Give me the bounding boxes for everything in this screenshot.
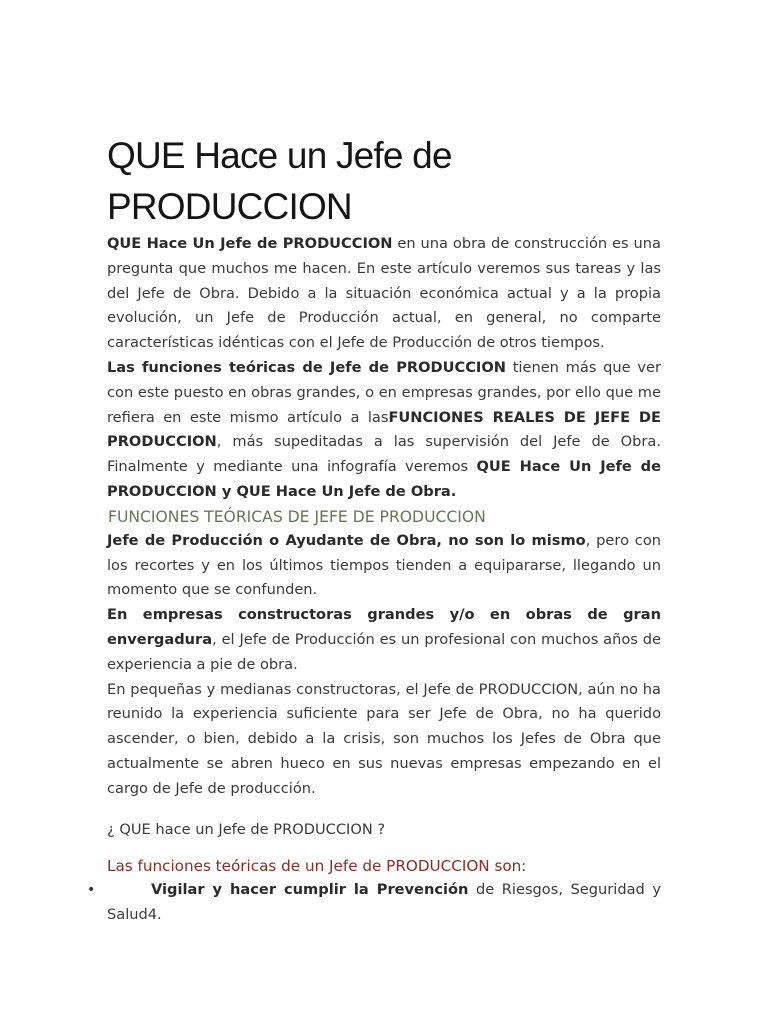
role-text: , pero con los recortes y en los últimos tiempos tienden a equipararse, llegando un momento que se confunden. [107, 531, 662, 599]
list-item-bold: Vigilar y hacer cumplir la Prevención [151, 881, 469, 899]
list-item-rest: de Riesgos, Seguridad y Salud4. [107, 881, 662, 924]
large-companies-paragraph [107, 603, 661, 677]
functions-paragraph [107, 356, 661, 505]
functions-bold-2: FUNCIONES REALES DE JEFE DE PRODUCCION [107, 408, 661, 451]
title-line-2: PRODUCCION [107, 186, 352, 227]
role-bold: Jefe de Producción o Ayudante de Obra, no son lo mismo [107, 531, 586, 549]
section-heading: FUNCIONES TEÓRICAS DE JEFE DE PRODUCCION [108, 507, 486, 526]
intro-bold: QUE Hace Un Jefe de PRODUCCION [107, 235, 393, 252]
small-companies-paragraph: En pequeñas y medianas constructoras, el Jefe de PRODUCCION, aún no ha reunido la experiencia suficiente para ser Jefe de Obra, no ha querido ascender, o bien, debido a la crisis, son muchos los Jefes de Obra que actualmente se abren hueco en sus nuevas empresas empezando en el cargo de Jefe de producción. [107, 680, 661, 797]
article-body [87, 130, 662, 928]
question-line: ¿ QUE hace un Jefe de PRODUCCION ? [107, 820, 386, 838]
intro-paragraph [107, 232, 661, 356]
role-paragraph [107, 529, 661, 603]
bullet-icon: • [87, 882, 96, 899]
large-companies-bold: En empresas constructoras grandes y/o en obras de gran envergadura [107, 606, 661, 648]
functions-bold-1: Las funciones teóricas de Jefe de PRODUCCION [107, 358, 506, 376]
functions-bold-3: QUE Hace Un Jefe de PRODUCCION y QUE Hace Un Jefe de Obra. [107, 458, 661, 500]
article-title [107, 130, 661, 232]
large-companies-text: , el Jefe de Producción es un profesional con muchos años de experiencia a pie de obra. [107, 630, 661, 673]
functions-text-1: tienen más que ver con este puesto en obras grandes, o en empresas grandes, por ello que me refiera en este mismo artículo a las [107, 358, 661, 426]
intro-text: en una obra de construcción es una pregunta que muchos me hacen. En este artículo veremos sus tareas y las del Jefe de Obra. Debido a la situación económica actual y a la propia evolución, un Jefe de Producción actual, en general, no comparte características idénticas con el Jefe de Producción de otros tiempos. [107, 235, 661, 352]
title-line-1: QUE Hace un Jefe de [107, 135, 452, 176]
list-item [87, 878, 662, 928]
list-item-text [107, 878, 661, 928]
list-heading: Las funciones teóricas de un Jefe de PRODUCCION son: [107, 857, 527, 876]
functions-text-2: , más supeditadas a las supervisión del Jefe de Obra. Finalmente y mediante una infografía veremos [107, 433, 661, 476]
